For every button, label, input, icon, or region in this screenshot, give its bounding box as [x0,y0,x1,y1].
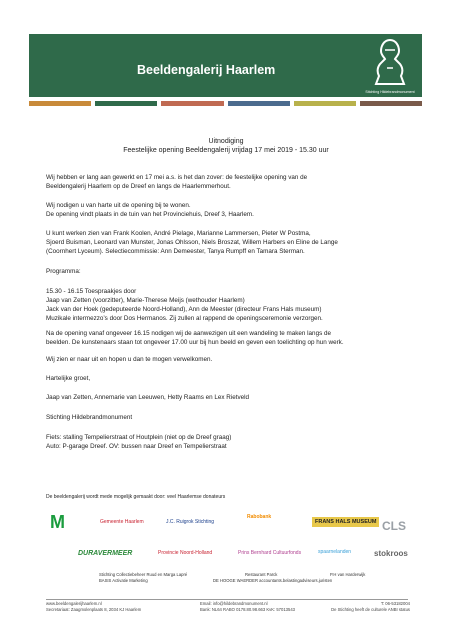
credit-col-3 [330,572,365,578]
credit-line: Stichting Collectiebeheer Ruud en Marga Lapré [99,572,188,577]
body-line: Wij hebben er lang aan gewerkt en 17 mei a.s. is het dan zover: de feestelijke opening van de [46,174,308,181]
stripe [360,101,422,106]
sponsor-logo [312,517,379,527]
body-line: Jack van der Hoek (gedeputeerde Noord-Holland), Ann de Meester (directeur Frans Hals museum) [46,306,322,313]
email-link[interactable]: Email: info@hildebrandmonument.nl [200,601,268,606]
sponsor-logo [318,549,351,555]
sponsor-logo [50,512,65,533]
credit-line: Restaurant Parck [245,572,278,577]
body-line: Fiets: stalling Tempelierstraat of Houtplein (niet op de Dreef graag) [46,434,232,441]
body-line: Beeldengalerij Haarlem op de Dreef en langs de Haarlemmerhout. [46,183,231,190]
website-link[interactable]: www.beeldengalerijhaarlem.nl [46,601,102,606]
stripe [228,101,290,106]
sponsor-logo [374,549,408,558]
page-title: Beeldengalerij Haarlem [137,63,276,77]
hildebrand-logo [364,38,416,94]
credit-line: P.H van Harderwijk [330,572,366,577]
body-line: Jaap van Zetten (voorzitter), Marie-Therese Meijs (wethouder Haarlem) [46,297,245,304]
body-line: Hartelijke groet, [46,375,91,382]
body-line: Sjoerd Buisman, Leonard van Munster, Jonas Ohlsson, Niels Broszat, Willem Harbers en Eline de Lange [46,239,338,246]
sponsor-logo [238,550,301,556]
body-line: U kunt werken zien van Frank Koolen, André Pielage, Marianne Lammersen, Pieter W Postma, [46,230,311,237]
sponsor-logo [78,550,132,557]
body-line: (Coornhert Lyceum). Selectiecommissie: Ann Demeester, Tanya Rumpff en Tamara Sterman. [46,248,305,255]
sponsor-logo-text: M [50,512,65,532]
sponsor-title: De beeldengalerij wordt mede mogelijk gemaakt door: veel Haarlemse donateurs [46,494,226,500]
invitation-subheading: Feestelijke opening Beeldengalerij vrijdag 17 mei 2019 - 15.30 uur [123,147,329,154]
body-line: beelden. De kunstenaars staan tot ongeveer 17.00 uur bij hun beeld en geven een toelichting op hun werk. [46,339,344,346]
header-banner [29,34,422,97]
sponsor-logo [166,519,214,525]
stripe [29,101,91,106]
body-line: Wij nodigen u van harte uit de opening bij te wonen. [46,202,191,209]
body-line: Wij zien er naar uit en hopen u dan te mogen verwelkomen. [46,356,213,363]
credit-line: BASIS Activatie Marketing [99,578,148,583]
invitation-heading: Uitnodiging [208,138,244,145]
sponsor-logo [158,550,212,556]
phone-number: T: 06-53182004 [380,601,410,606]
credit-col-2 [213,572,332,584]
stripe [161,101,223,106]
sponsor-logo [100,519,144,525]
body-line: Na de opening vanaf ongeveer 16.15 nodigen wij de aanwezigen uit een wandeling te maken langs de [46,330,331,337]
sponsor-logo-text: Prins Bernhard Cultuurfonds [238,550,302,556]
sponsor-logo-text: Rabobank [247,514,272,520]
sponsor-logo [247,514,271,520]
credit-col-1 [99,572,187,584]
body-line: Programma: [46,268,81,275]
hildebrand-logo-text: Stichting Hildebrandmonument [365,90,415,94]
color-stripes [29,101,422,106]
stripe [294,101,356,106]
sponsor-logo-text: DURAVERMEER [78,550,133,557]
sponsor-logo [382,519,406,533]
stripe [95,101,157,106]
secretariat-address: Secretariaat: Zaagmolenplaats 8, 2034 KJ Haarlem [46,607,142,612]
body-line: 15.30 - 16.15 Toespraakjes door [46,288,137,295]
sponsor-logo-text: spaarnelanden [318,549,352,555]
sponsor-logo-text: stokroos [374,549,408,558]
sponsor-logo-text: Gemeente Haarlem [100,519,144,525]
body-line: Jaap van Zetten, Annemarie van Leeuwen, Hetty Raams en Lex Rietveld [46,394,250,401]
body-line: De opening vindt plaats in de tuin van het Provinciehuis, Dreef 3, Haarlem. [46,211,254,218]
sponsor-logo-text: Provincie Noord-Holland [158,550,213,556]
body-line: Muzikale intermezzo’s door Dos Hermanos. Zij zullen al rappend de openingsceremonie verzorgen. [46,315,323,322]
footer-col-2 [200,601,295,613]
body-line: Auto: P-garage Dreef. OV: bussen naar Dreef en Tempelierstraat [46,443,227,450]
footer-col-3 [330,601,410,613]
sponsor-logo-text: J.C. Ruigrok Stichting [166,519,215,525]
body-line: Stichting Hildebrandmonument [46,414,133,421]
anbi-status: De Stichting heeft de culturele ANBI status [331,607,410,612]
monument-icon [364,38,416,86]
sponsor-logo-text: FRANS HALS MUSEUM [312,517,379,527]
footer-col-1 [46,601,141,613]
footer-divider [46,599,408,600]
credit-line: DE HOOGE WAERDER accountants.belastingadviseurs.juristen [213,578,333,583]
sponsor-logo-text: CLS [382,519,406,533]
bank-info: Bank: NL64 RABO 0178.80.98.663 KvK: 57013543 [200,607,295,612]
